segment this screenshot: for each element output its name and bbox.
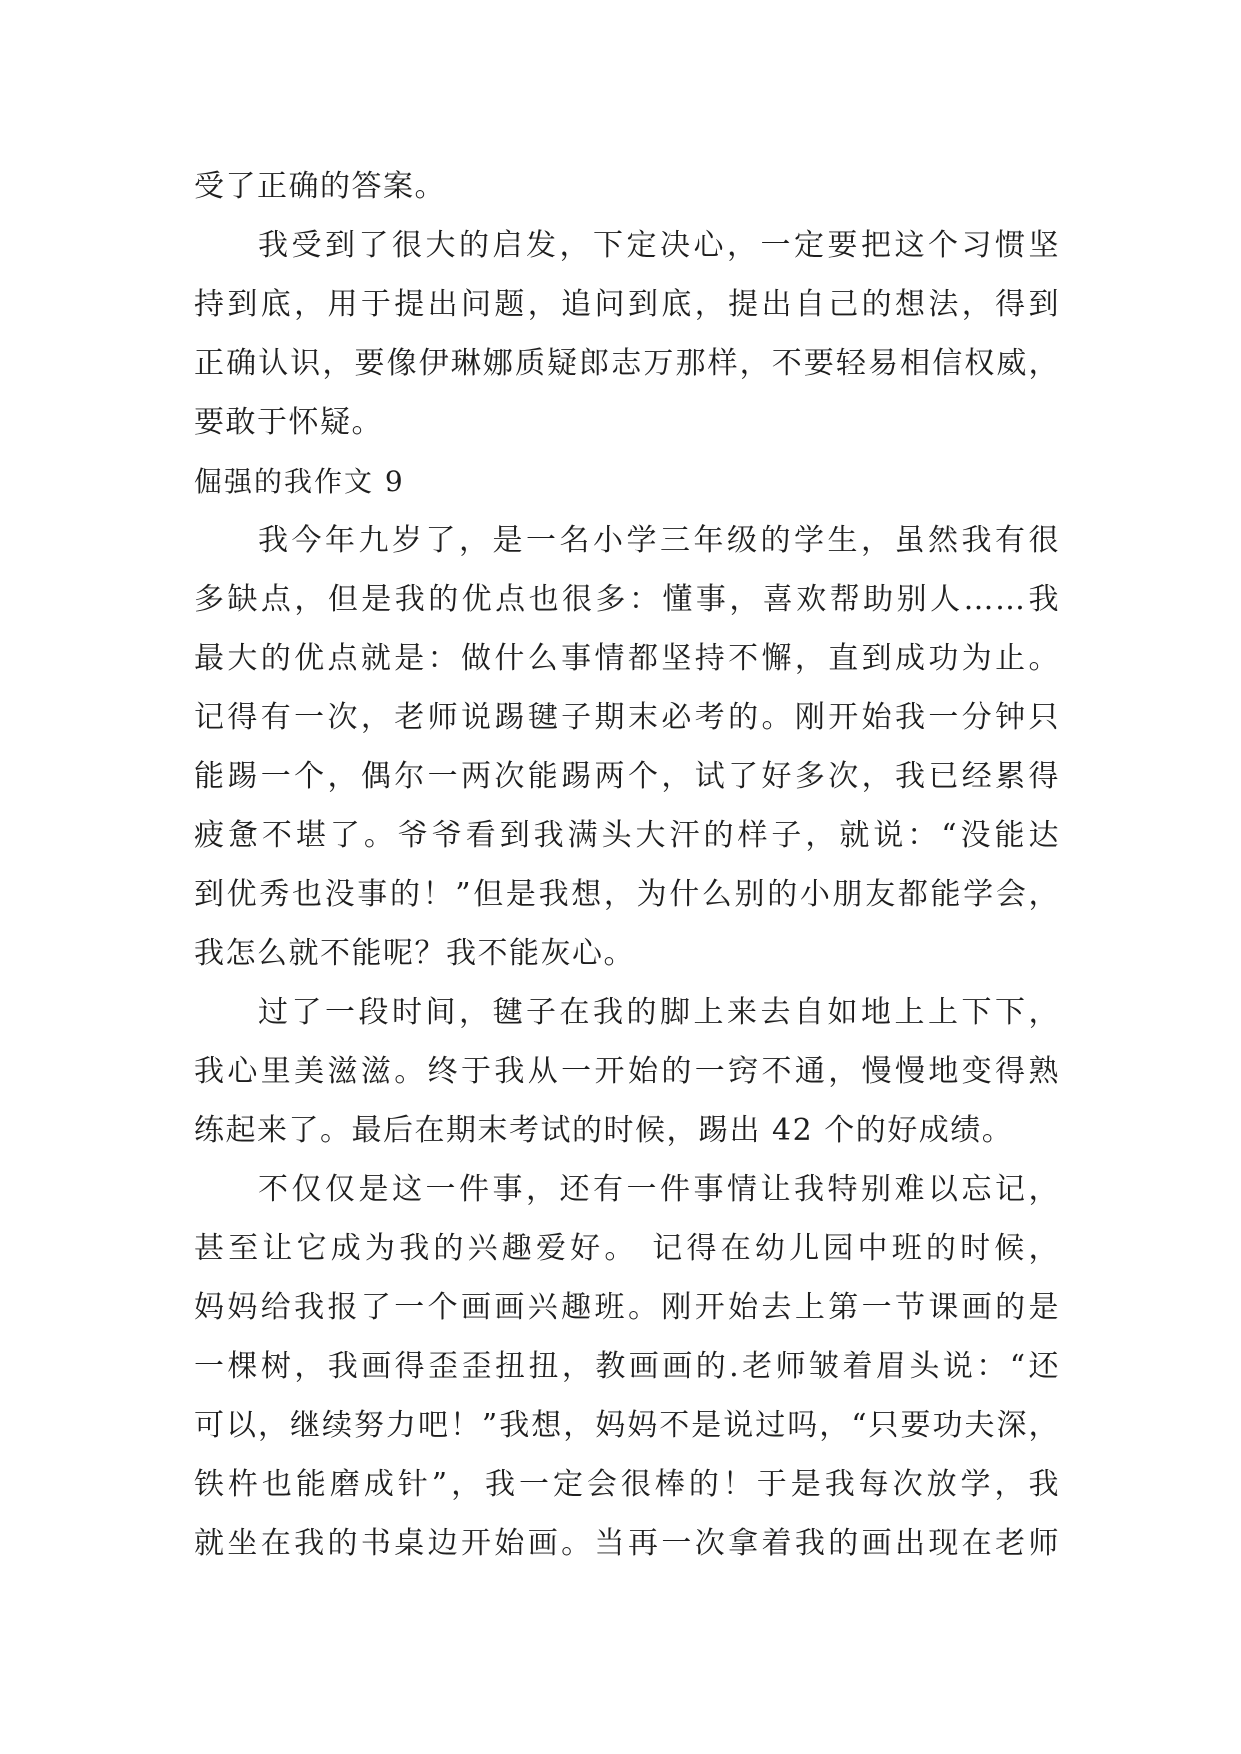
document-body xyxy=(194,157,1060,1573)
text-line: 最大的优点就是：做什么事情都坚持不懈，直到成功为止。 xyxy=(194,641,1060,676)
text-line: 记得有一次，老师说踢毽子期末必考的。刚开始我一分钟只 xyxy=(194,700,1060,735)
text-line: 我怎么就不能呢？我不能灰心。 xyxy=(194,936,635,971)
paragraph-continuation xyxy=(194,157,1060,216)
text-line: 要敢于怀疑。 xyxy=(194,405,383,440)
text-line: 练起来了。最后在期末考试的时候，踢出 42 个的好成绩。 xyxy=(194,1113,1014,1148)
text-line: 我心里美滋滋。终于我从一开始的一窍不通，慢慢地变得熟 xyxy=(194,1054,1060,1089)
text-line: 正确认识，要像伊琳娜质疑郎志万那样，不要轻易相信权威， xyxy=(194,346,1060,381)
text-line: 铁杵也能磨成针”，我一定会很棒的！于是我每次放学，我 xyxy=(194,1467,1060,1502)
text-line: 我受到了很大的启发，下定决心，一定要把这个习惯坚 xyxy=(258,228,1060,263)
text-line: 疲惫不堪了。爷爷看到我满头大汗的样子，就说：“没能达 xyxy=(194,818,1060,853)
text-line: 可以，继续努力吧！”我想，妈妈不是说过吗，“只要功夫深， xyxy=(194,1408,1060,1443)
text-line: 多缺点，但是我的优点也很多：懂事，喜欢帮助别人……我 xyxy=(194,582,1060,617)
text-line: 到优秀也没事的！”但是我想，为什么别的小朋友都能学会， xyxy=(194,877,1060,912)
text-line: 妈妈给我报了一个画画兴趣班。刚开始去上第一节课画的是 xyxy=(194,1290,1060,1325)
essay-title: 倔强的我作文 9 xyxy=(194,465,405,498)
text-line: 持到底，用于提出问题，追问到底，提出自己的想法，得到 xyxy=(194,287,1060,322)
text-line: 能踢一个，偶尔一两次能踢两个，试了好多次，我已经累得 xyxy=(194,759,1060,794)
text-line: 就坐在我的书桌边开始画。当再一次拿着我的画出现在老师 xyxy=(194,1526,1060,1561)
paragraph xyxy=(194,511,1060,983)
text-line: 不仅仅是这一件事，还有一件事情让我特别难以忘记， xyxy=(258,1172,1060,1207)
text-line: 甚至让它成为我的兴趣爱好。 记得在幼儿园中班的时候， xyxy=(194,1231,1060,1266)
text-line: 受了正确的答案。 xyxy=(194,169,446,204)
paragraph xyxy=(194,983,1060,1160)
text-line: 一棵树，我画得歪歪扭扭，教画画的.老师皱着眉头说：“还 xyxy=(194,1349,1060,1384)
paragraph xyxy=(194,1160,1060,1573)
paragraph xyxy=(194,216,1060,452)
text-line: 我今年九岁了，是一名小学三年级的学生，虽然我有很 xyxy=(258,523,1060,558)
text-line: 过了一段时间，毽子在我的脚上来去自如地上上下下， xyxy=(258,995,1060,1030)
